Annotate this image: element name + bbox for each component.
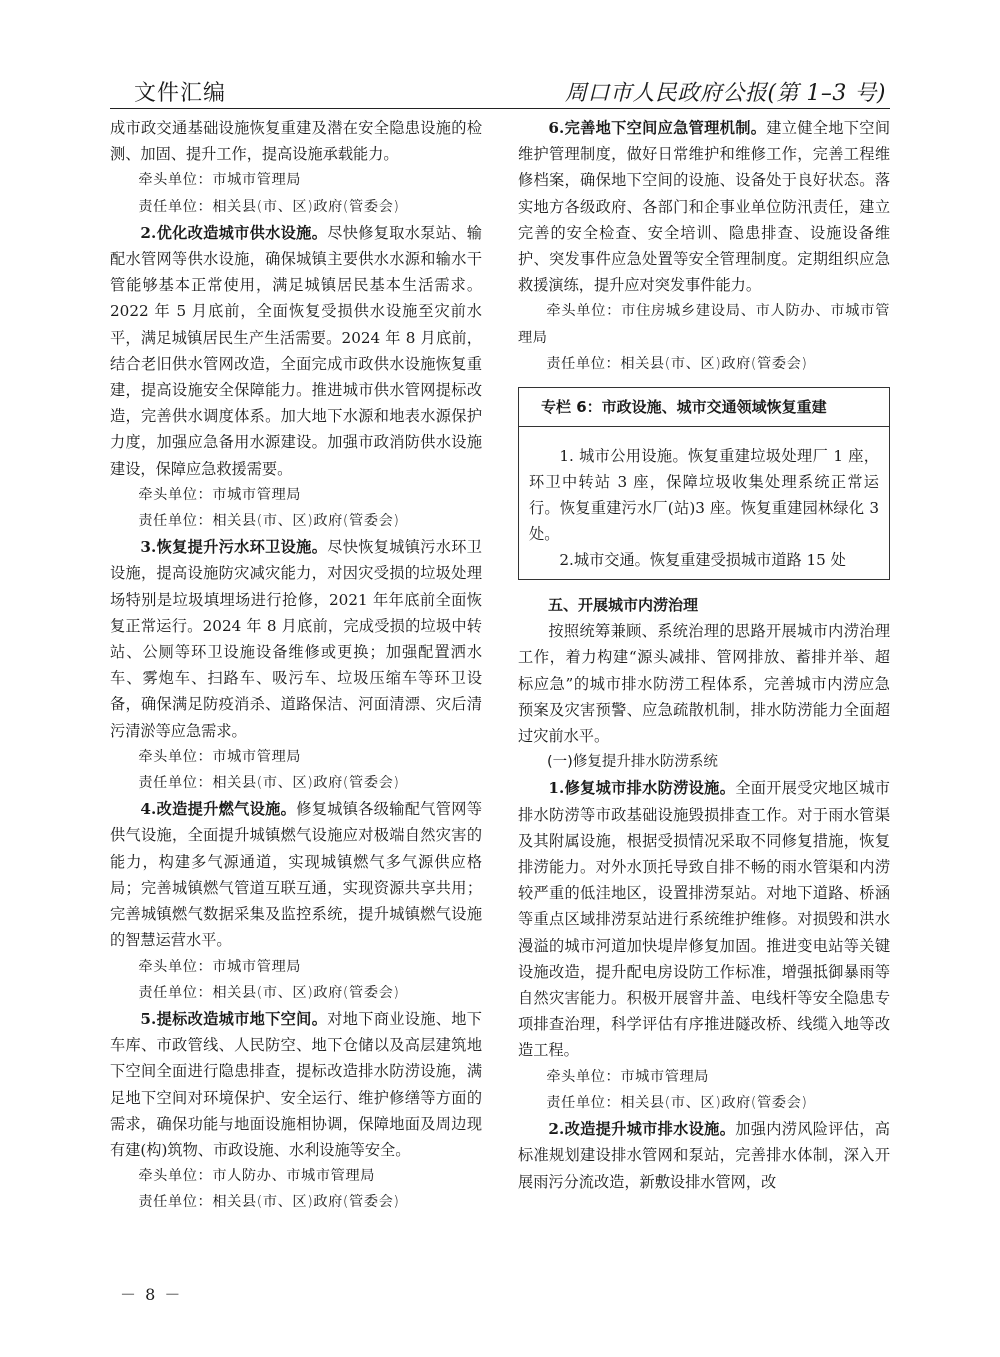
item-heading: 2.优化改造城市供水设施。 <box>140 223 328 242</box>
item-heading: 1.修复城市排水防涝设施。 <box>548 779 736 798</box>
item-body: 全面开展受灾地区城市排水防涝等市政基础设施毁损排查工作。对于雨水管渠及其附属设施，根据受损情况采取不同修复措施，恢复排涝能力。对外水顶托导致自排不畅的雨水管渠和内涝较严重的低洼地区，设置排涝泵站。对地下道路、桥涵等重点区域排涝泵站进行系统维护维修。对损毁和洪水漫溢的城市河道加快堤岸修复加固。推进变电站等关键设施改造，提升配电房设防工作标准，增强抵御暴雨等自然灾害能力。积极开展窨井盖、电线杆等安全隐患专项排查治理，科学评估有序推进隧改桥、线缆入地等改造工程。 <box>518 779 890 1060</box>
responsible-unit: 责任单位：相关县(市、区)政府(管委会) <box>138 513 400 530</box>
right-column <box>518 115 890 1195</box>
item-heading: 3.恢复提升污水环卫设施。 <box>140 538 328 557</box>
box-item: 2.城市交通。恢复重建受损城市道路 15 处 <box>559 551 846 570</box>
item-body: 尽快恢复城镇污水环卫设施，提高设施防灾减灾能力，对因灾受损的垃圾处理场特别是垃圾填埋场进行抢修，2021 年年底前全面恢复正常运行。2024 年 8 月底前，完成受损的垃圾中转站、公厕等环卫设施设备维修或更换；加强配置洒水车、雾炮车、扫路车、吸污车、垃圾压缩车等环卫设备，确保满足防疫消杀、道路保洁、河面清漂、灾后清污清淤等应急需求。 <box>110 538 482 740</box>
item-sewage-sanitation <box>110 534 482 744</box>
box-item: 1. 城市公用设施。恢复重建垃圾处理厂 1 座，环卫中转站 3 座，保障垃圾收集处理系统正常运行。恢复重建污水厂(站)3 座。恢复重建园林绿化 3 处。 <box>529 447 879 544</box>
responsible-unit: 责任单位：相关县(市、区)政府(管委会) <box>138 1194 400 1211</box>
page-number: － 8 － <box>120 1285 183 1304</box>
item-body: 尽快修复取水泵站、输配水管网等供水设施，确保城镇主要供水水源和输水干管能够基本正常使用，满足城镇居民基本生活需求。2022 年 5 月底前，全面恢复受损供水设施至灾前水平，满足城镇居民生产生活需要。2024 年 8 月底前，结合老旧供水管网改造，全面完成市政供水设施恢复重建，提高设施安全保障能力。推进城市供水管网提标改造，完善供水调度体系。加大地下水源和地表水源保护力度，加强应急备用水源建设。加强市政消防供水设施建设，保障应急救援需要。 <box>110 223 482 478</box>
lead-unit: 牵头单位：市城市管理局 <box>138 486 302 503</box>
responsible-unit: 责任单位：相关县(市、区)政府(管委会) <box>138 775 400 792</box>
section-intro: 按照统筹兼顾、系统治理的思路开展城市内涝治理工作，着力构建“源头减排、管网排放、蓄排并举、超标应急”的城市排水防涝工程体系，完善城市内涝应急预案及灾害预警、应急疏散机制，排水防涝能力全面超过灾前水平。 <box>518 622 890 746</box>
item-heading: 5.提标改造城市地下空间。 <box>140 1009 328 1028</box>
box-body <box>519 427 889 579</box>
header-section-title: 文件汇编 <box>134 81 227 106</box>
responsible-unit: 责任单位：相关县(市、区)政府(管委会) <box>138 198 400 215</box>
item-drainage-upgrade <box>518 1116 890 1195</box>
item-body: 加强内涝风险评估，高标准规划建设排水管网和泵站，完善排水体制，深入开展雨污分流改造，新敷设排水管网，改 <box>518 1120 890 1191</box>
column-box <box>518 387 890 580</box>
left-column <box>110 115 482 1216</box>
item-heading: 4.改造提升燃气设施。 <box>140 800 297 819</box>
header-publication-title: 周口市人民政府公报(第 1–3 号) <box>564 81 886 106</box>
paragraph-continuation: 成市政交通基础设施恢复重建及潜在安全隐患设施的检测、加固、提升工作，提高设施承载能力。 <box>110 119 482 164</box>
lead-unit: 牵头单位：市城市管理局 <box>546 1068 710 1085</box>
subsection-heading: (一)修复提升排水防涝系统 <box>547 754 718 771</box>
box-title: 专栏 6：市政设施、城市交通领域恢复重建 <box>519 388 889 427</box>
item-heading: 6.完善地下空间应急管理机制。 <box>548 119 767 137</box>
item-body: 修复城镇各级输配气管网等供气设施，全面提升城镇燃气设施应对极端自然灾害的能力，构建多气源通道，实现城镇燃气多气源供应格局；完善城镇燃气管道互联互通，实现资源共享共用；完善城镇燃气数据采集及监控系统，提升城镇燃气设施的智慧运营水平。 <box>110 800 483 950</box>
responsible-unit: 责任单位：相关县(市、区)政府(管委会) <box>546 1094 808 1111</box>
item-emergency-management <box>518 115 890 298</box>
item-underground-space <box>110 1006 482 1163</box>
responsible-unit: 责任单位：相关县(市、区)政府(管委会) <box>138 984 400 1001</box>
running-header <box>110 72 890 106</box>
item-heading: 2.改造提升城市排水设施。 <box>548 1120 736 1139</box>
item-water-supply <box>110 220 482 482</box>
lead-unit: 牵头单位：市住房城乡建设局、市人防办、市城市管理局 <box>518 303 890 346</box>
header-rule <box>110 108 890 109</box>
item-body: 建立健全地下空间维护管理制度，做好日常维护和维修工作，完善工程维修档案，确保地下空间的设施、设备处于良好状态。落实地方各级政府、各部门和企事业单位防汛责任，建立完善的安全检查、安全培训、隐患排查、设施设备维护、突发事件应急处置等安全管理制度。定期组织应急救援演练，提升应对突发事件能力。 <box>518 119 891 295</box>
item-drainage-repair <box>518 775 890 1063</box>
lead-unit: 牵头单位：市城市管理局 <box>138 172 302 189</box>
lead-unit: 牵头单位：市城市管理局 <box>138 958 302 975</box>
item-body: 对地下商业设施、地下车库、市政管线、人民防空、地下仓储以及高层建筑地下空间全面进行隐患排查，提标改造排水防涝设施，满足地下空间对环境保护、安全运行、维护修缮等方面的需求，确保功能与地面设施相协调，保障地面及周边现有建(构)筑物、市政设施、水利设施等安全。 <box>110 1009 482 1159</box>
lead-unit: 牵头单位：市城市管理局 <box>138 748 302 765</box>
lead-unit: 牵头单位：市人防办、市城市管理局 <box>138 1168 375 1185</box>
item-gas-facilities <box>110 796 482 953</box>
responsible-unit: 责任单位：相关县(市、区)政府(管委会) <box>546 355 808 372</box>
section-heading: 五、开展城市内涝治理 <box>548 596 699 615</box>
